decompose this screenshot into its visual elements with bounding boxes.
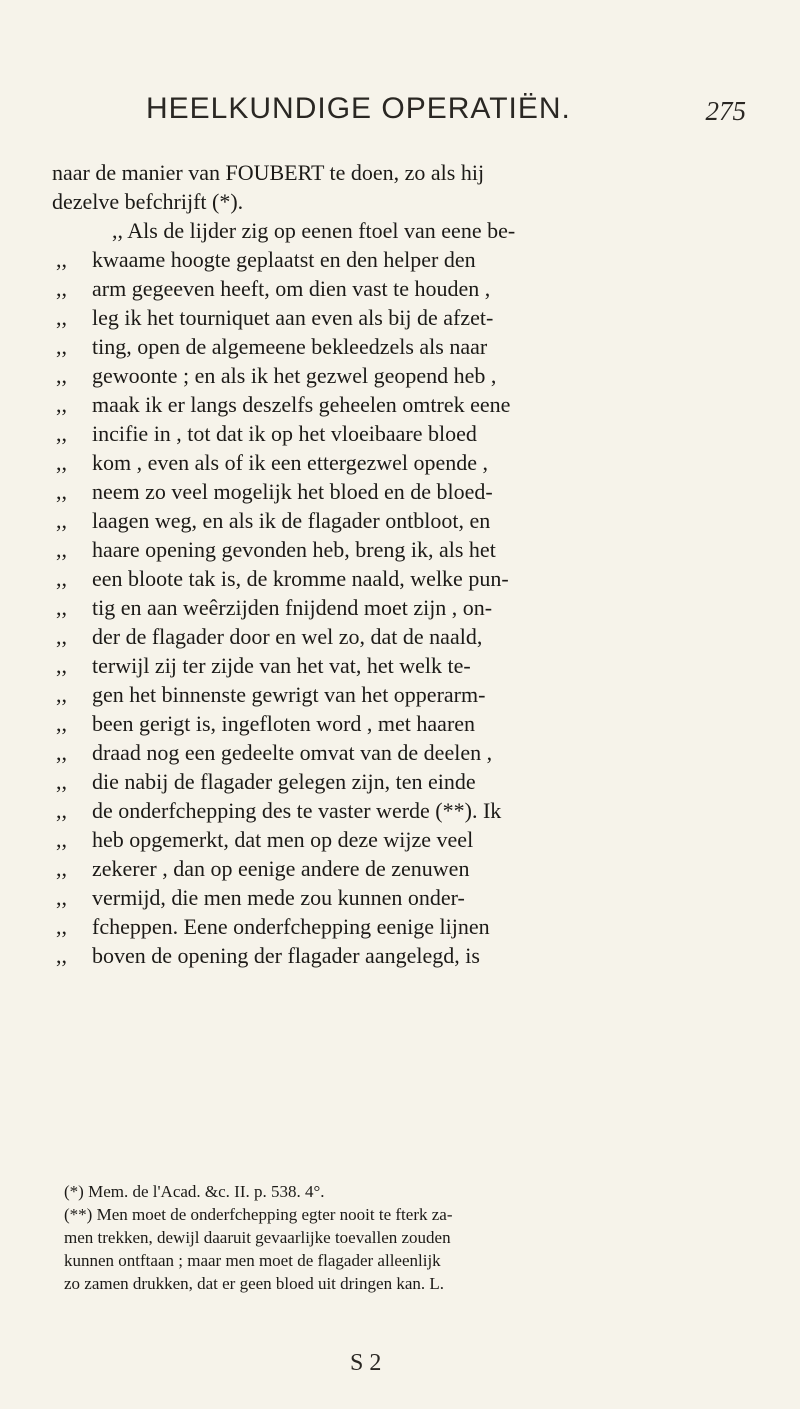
text-line — [52, 506, 752, 535]
line-text: leg ik het tourniquet aan even als bij de afzet- — [92, 305, 494, 330]
line-text: kom , even als of ik een ettergezwel opende , — [92, 450, 489, 475]
footnote-2-line: kunnen ontftaan ; maar men moet de flagader alleenlijk — [64, 1251, 441, 1270]
line-text: een bloote tak is, de kromme naald, welke pun- — [92, 566, 509, 591]
quote-mark: ,, — [56, 276, 67, 301]
line-text: haare opening gevonden heb, breng ik, als het — [92, 537, 496, 562]
quote-mark: ,, — [56, 682, 67, 707]
quote-mark: ,, — [56, 769, 67, 794]
text-line — [52, 477, 752, 506]
line-text: incifie in , tot dat ik op het vloeibaare bloed — [92, 421, 477, 446]
quote-mark: ,, — [56, 247, 67, 272]
line-text: dezelve befchrijft (*). — [52, 189, 244, 214]
line-text: gewoonte ; en als ik het gezwel geopend heb , — [92, 363, 497, 388]
text-line — [52, 361, 752, 390]
quote-mark: ,, — [56, 305, 67, 330]
text-line — [52, 883, 752, 912]
running-title: HEELKUNDIGE OPERATIËN. — [146, 92, 571, 125]
quote-mark: ,, — [56, 566, 67, 591]
line-text: der de flagader door en wel zo, dat de naald, — [92, 624, 483, 649]
quote-mark: ,, — [56, 856, 67, 881]
line-text: been gerigt is, ingefloten word , met haaren — [92, 711, 476, 736]
text-line — [52, 564, 752, 593]
signature-mark: S 2 — [350, 1350, 382, 1376]
line-text: de onderfchepping des te vaster werde (**). Ik — [92, 798, 502, 823]
quote-mark: ,, — [56, 479, 67, 504]
line-text: naar de manier van FOUBERT te doen, zo als hij — [52, 160, 485, 185]
line-text: gen het binnenste gewrigt van het opperarm- — [92, 682, 486, 707]
quote-mark: ,, — [56, 798, 67, 823]
line-text: fcheppen. Eene onderfchepping eenige lijnen — [92, 914, 490, 939]
text-line — [52, 622, 752, 651]
text-line — [52, 767, 752, 796]
quote-mark: ,, — [56, 450, 67, 475]
text-line — [52, 593, 752, 622]
line-text: heb opgemerkt, dat men op deze wijze veel — [92, 827, 474, 852]
line-text: terwijl zij ter zijde van het vat, het welk te- — [92, 653, 471, 678]
text-line — [52, 738, 752, 767]
footnotes — [64, 1180, 754, 1295]
footnote-2-line: (**) Men moet de onderfchepping egter nooit te fterk za- — [64, 1205, 453, 1224]
text-line — [52, 680, 752, 709]
text-line — [52, 274, 752, 303]
body-text — [52, 158, 752, 970]
text-line — [52, 332, 752, 361]
line-text: maak ik er langs deszelfs geheelen omtrek eene — [92, 392, 511, 417]
quote-mark: ,, — [56, 943, 67, 968]
text-line — [52, 709, 752, 738]
text-line — [52, 245, 752, 274]
quote-mark: ,, — [56, 363, 67, 388]
text-line — [52, 158, 752, 187]
line-text: boven de opening der flagader aangelegd, is — [92, 943, 480, 968]
line-text: ting, open de algemeene bekleedzels als naar — [92, 334, 488, 359]
quote-mark: ,, — [56, 740, 67, 765]
page-header — [146, 92, 746, 142]
text-line — [52, 419, 752, 448]
text-line — [52, 651, 752, 680]
line-text: arm gegeeven heeft, om dien vast te houden , — [92, 276, 491, 301]
quote-mark: ,, — [56, 711, 67, 736]
line-text: laagen weg, en als ik de flagader ontbloot, en — [92, 508, 491, 533]
line-text: vermijd, die men mede zou kunnen onder- — [92, 885, 465, 910]
page-number: 275 — [705, 96, 746, 126]
quote-mark: ,, — [56, 508, 67, 533]
text-line — [52, 912, 752, 941]
text-line — [52, 941, 752, 970]
text-line — [52, 825, 752, 854]
footnote-1: (*) Mem. de l'Acad. &c. II. p. 538. 4°. — [64, 1182, 325, 1201]
line-text: neem zo veel mogelijk het bloed en de bloed- — [92, 479, 493, 504]
line-text: zekerer , dan op eenige andere de zenuwen — [92, 856, 470, 881]
text-line — [52, 796, 752, 825]
quote-mark: ,, — [56, 885, 67, 910]
line-text: die nabij de flagader gelegen zijn, ten einde — [92, 769, 476, 794]
line-text: kwaame hoogte geplaatst en den helper den — [92, 247, 476, 272]
quote-mark: ,, — [56, 653, 67, 678]
quote-mark: ,, — [56, 392, 67, 417]
quote-mark: ,, — [56, 914, 67, 939]
quote-mark: ,, — [56, 537, 67, 562]
text-line — [52, 187, 752, 216]
quote-mark: ,, — [56, 827, 67, 852]
text-line — [52, 448, 752, 477]
line-text: ,, Als de lijder zig op eenen ftoel van eene be- — [112, 218, 516, 243]
text-line — [52, 390, 752, 419]
line-text: tig en aan weêrzijden fnijdend moet zijn , on- — [92, 595, 493, 620]
quote-mark: ,, — [56, 595, 67, 620]
text-line — [52, 535, 752, 564]
text-line — [52, 854, 752, 883]
footnote-2-line: men trekken, dewijl daaruit gevaarlijke toevallen zouden — [64, 1228, 451, 1247]
line-text: draad nog een gedeelte omvat van de deelen , — [92, 740, 493, 765]
text-line — [52, 303, 752, 332]
footnote-2-line: zo zamen drukken, dat er geen bloed uit dringen kan. L. — [64, 1274, 445, 1293]
quote-mark: ,, — [56, 624, 67, 649]
quote-mark: ,, — [56, 334, 67, 359]
text-line — [52, 216, 752, 245]
quote-mark: ,, — [56, 421, 67, 446]
